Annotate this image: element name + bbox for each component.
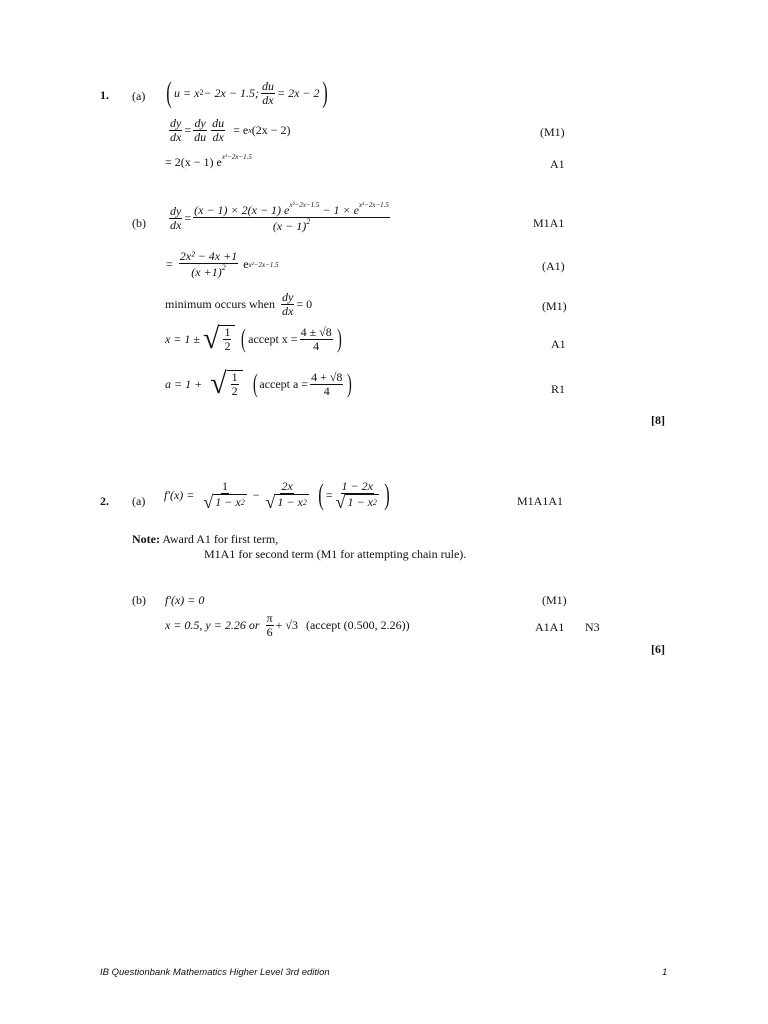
q1b-mark-2: (A1) bbox=[542, 259, 565, 273]
q2-number: 2. bbox=[100, 494, 109, 508]
q1b-mark-4: A1 bbox=[551, 337, 566, 351]
q2b-label: (b) bbox=[132, 593, 146, 607]
u-lhs: u = x bbox=[174, 85, 200, 100]
q1-total-marks: [8] bbox=[651, 413, 665, 427]
q1a-result: = 2(x − 1) $e^{x^2-2x-1.5}$ bbox=[165, 153, 252, 169]
q1b-mark-1: M1A1 bbox=[533, 216, 565, 230]
q1b-derivative: $\frac{dy}{dx}$ = $\frac{(x - 1) \times 2(x - 1) e^{x^2-2x-1.5} - 1 \times e^{x^2-2x-1.5}}{(x - 1)^2}$ bbox=[170, 201, 389, 233]
q1a-mark-1: (M1) bbox=[540, 125, 565, 139]
q1b-a-solution: a = 1 + √ $\frac{1}{2}$ ( accept a = $\frac{4 + √8}{4}$ ) bbox=[165, 367, 353, 400]
q2a-label: (a) bbox=[132, 494, 146, 508]
q1b-label: (b) bbox=[132, 216, 146, 230]
q2b-mark-2: A1A1 bbox=[535, 620, 565, 634]
q1-number: 1. bbox=[100, 88, 109, 102]
footer-title: IB Questionbank Mathematics Higher Level 3rd edition bbox=[100, 967, 330, 978]
q2b-condition: f′(x) = 0 bbox=[165, 593, 205, 607]
q2b-mark-1: (M1) bbox=[542, 593, 567, 607]
du-dx-fraction: $\frac{du}{dx}$ bbox=[261, 78, 274, 107]
u-rest: − 2x − 1.5; bbox=[203, 85, 259, 100]
q1a-u-definition: ( u = x 2 − 2x − 1.5; $\frac{du}{dx}$ = 2x − 2 ) bbox=[166, 76, 328, 109]
q2a-note: Note: Award A1 for first term, bbox=[132, 532, 279, 546]
q2-total-marks: [6] bbox=[651, 642, 665, 656]
q1a-chain-rule: $\frac{dy}{dx}$ = $\frac{dy}{du}$ $\frac{du}{dx}$ = e x (2x − 2) bbox=[170, 116, 291, 144]
q1b-x-solution: x = 1 ± √ $\frac{1}{2}$ ( accept x = $\frac{4 \pm √8}{4}$ ) bbox=[165, 322, 342, 355]
q1b-minimum-condition: minimum occurs when $\frac{dy}{dx}$ = 0 bbox=[165, 290, 313, 318]
q2a-note-line-2: M1A1 for second term (M1 for attempting chain rule). bbox=[204, 547, 467, 561]
q2b-n3-mark: N3 bbox=[585, 620, 600, 634]
q2a-derivative: f′(x) = 1 √ 1 − x 2 − 2x √ 1 − x 2 ( = 1 − 2x √ 1 − x 2 ) bbox=[164, 478, 390, 512]
du-dx-value: = 2x − 2 bbox=[276, 85, 320, 100]
q2b-solution: x = 0.5, y = 2.26 or $\frac{\pi}{6}$ + √3 (accept (0.500, 2.26)) bbox=[165, 611, 410, 639]
q1a-label: (a) bbox=[132, 89, 146, 103]
page-number: 1 bbox=[662, 967, 668, 978]
q1a-mark-2: A1 bbox=[550, 157, 565, 171]
q1b-mark-5: R1 bbox=[551, 382, 566, 396]
q1b-simplified: = $\frac{\text{2x² − 4x +1}}{(x +1)^2}$ e x²−2x−1.5 bbox=[166, 249, 279, 279]
q2a-mark: M1A1A1 bbox=[517, 494, 564, 508]
q1b-mark-3: (M1) bbox=[542, 299, 567, 313]
